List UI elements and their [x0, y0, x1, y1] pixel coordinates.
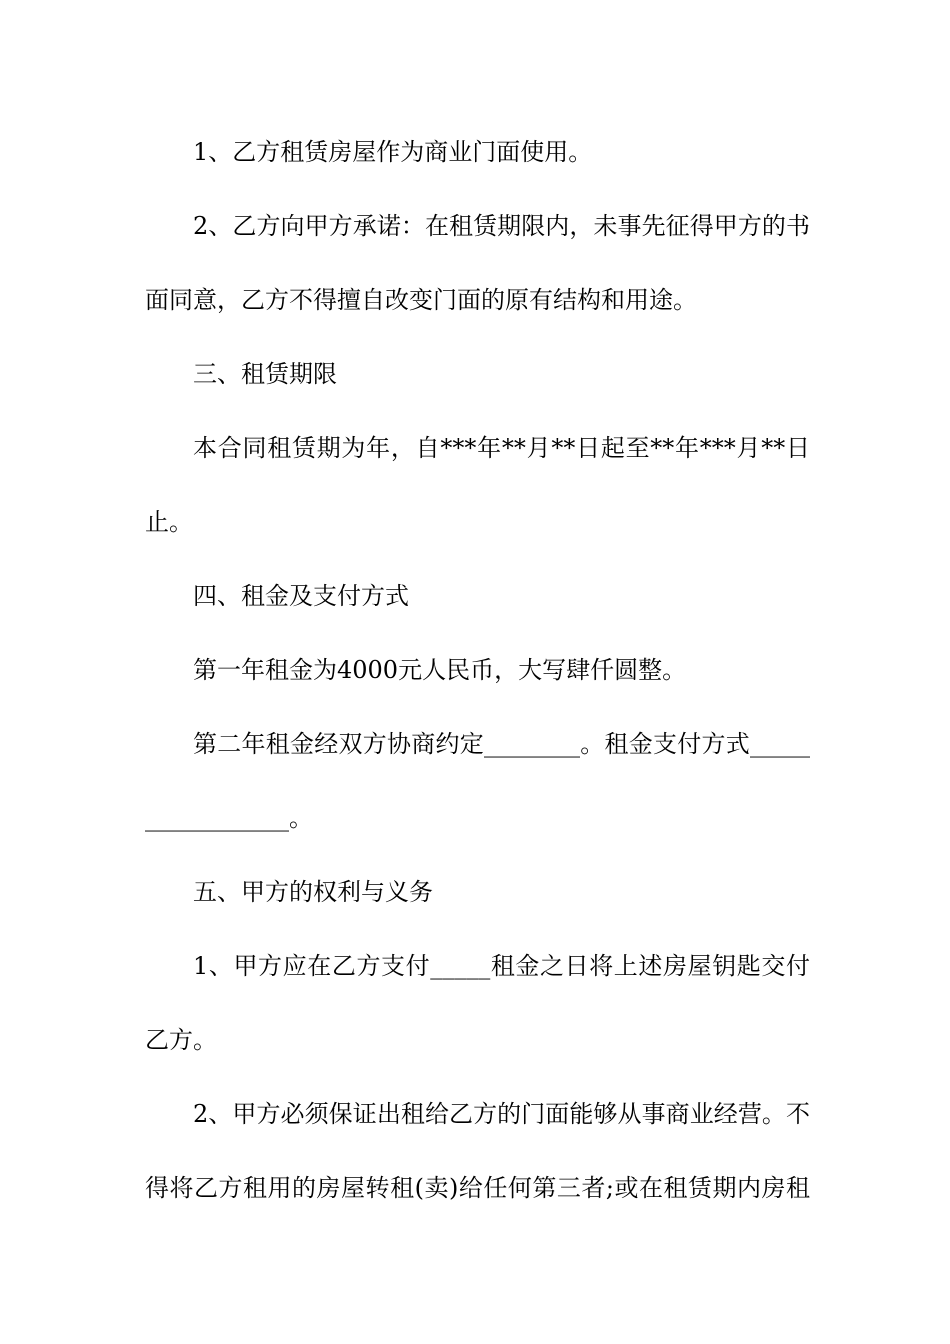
clause-2-promise-line-2: 面同意，乙方不得擅自改变门面的原有结构和用途。 [145, 286, 697, 314]
section-3-heading: 三、租赁期限 [193, 360, 337, 388]
lease-term-line-2: 止。 [145, 508, 193, 536]
party-a-clause-1-line-1: 1、甲方应在乙方支付_____租金之日将上述房屋钥匙交付 [193, 952, 810, 980]
party-a-clause-1-line-2: 乙方。 [145, 1026, 217, 1054]
clause-1-use: 1、乙方租赁房屋作为商业门面使用。 [193, 138, 593, 166]
lease-term-line-1: 本合同租赁期为年，自***年**月**日起至**年***月**日 [193, 434, 810, 462]
clause-2-promise-line-1: 2、乙方向甲方承诺：在租赁期限内，未事先征得甲方的书 [193, 212, 810, 240]
first-year-rent: 第一年租金为4000元人民币，大写肆仟圆整。 [193, 656, 687, 684]
section-4-heading: 四、租金及支付方式 [193, 582, 409, 610]
party-a-clause-2-line-2: 得将乙方租用的房屋转租(卖)给任何第三者;或在租赁期内房租 [145, 1174, 810, 1202]
section-5-heading: 五、甲方的权利与义务 [193, 878, 433, 906]
party-a-clause-2-line-1: 2、甲方必须保证出租给乙方的门面能够从事商业经营。不 [193, 1100, 810, 1128]
second-year-rent-line-1: 第二年租金经双方协商约定________。租金支付方式_____ [193, 730, 810, 758]
second-year-rent-line-2: ____________。 [145, 804, 313, 832]
